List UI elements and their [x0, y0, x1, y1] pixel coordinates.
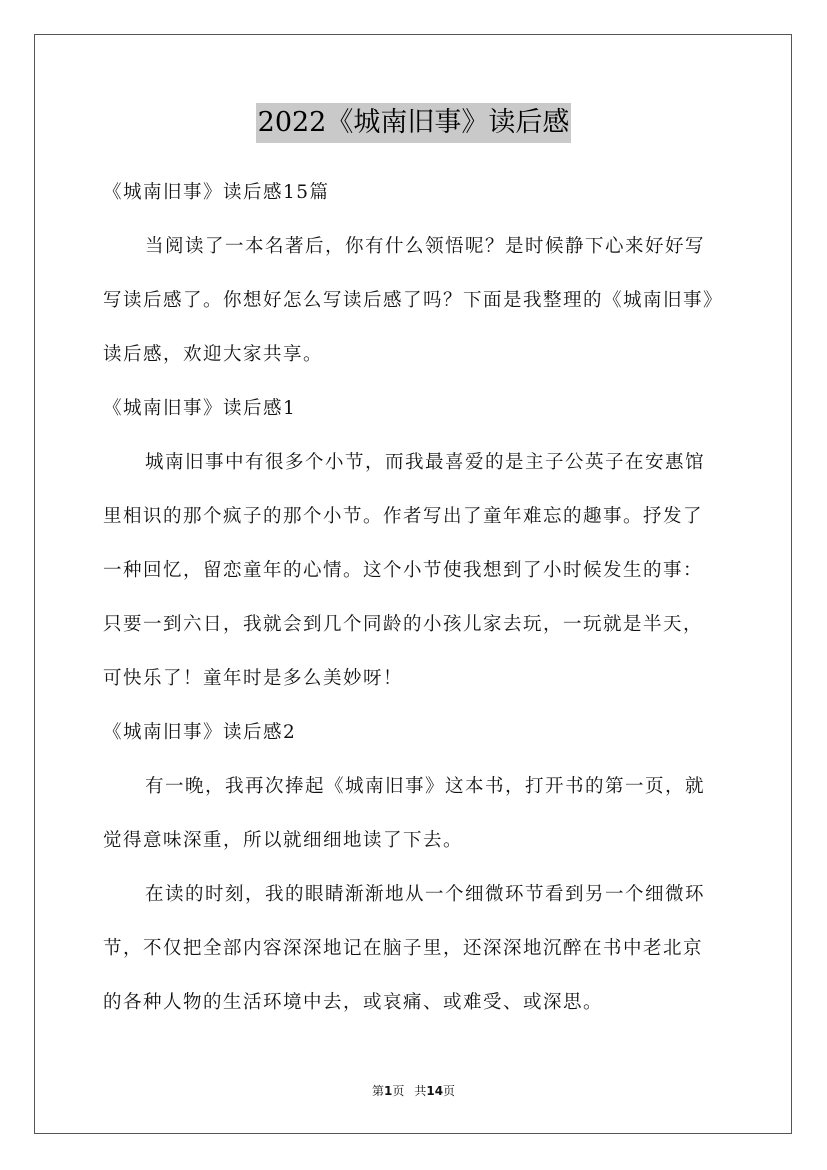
- text-line-7: 里相识的那个疯子的那个小节。作者写出了童年难忘的趣事。抒发了: [103, 506, 704, 527]
- text-line-4: 读后感，欢迎大家共享。: [103, 344, 324, 365]
- text-line-8: 一种回忆，留恋童年的心情。这个小节使我想到了小时候发生的事：: [103, 560, 704, 581]
- text-line-16: 的各种人物的生活环境中去，或哀痛、或难受、或深思。: [103, 992, 604, 1013]
- total-prefix: 共: [414, 1084, 427, 1098]
- text-line-10: 可快乐了！童年时是多么美妙呀！: [103, 668, 404, 689]
- text-line-9: 只要一到六日，我就会到几个同龄的小孩儿家去玩，一玩就是半天，: [103, 614, 704, 635]
- text-line-6: 城南旧事中有很多个小节，而我最喜爱的是主子公英子在安惠馆: [145, 452, 706, 473]
- text-line-2: 当阅读了一本名著后，你有什么领悟呢？是时候静下心来好好写: [145, 236, 706, 257]
- total-suffix: 页: [443, 1084, 456, 1098]
- document-body: [103, 170, 743, 1034]
- page-number-current: 1: [383, 1084, 393, 1098]
- text-line-5: 《城南旧事》读后感1: [103, 398, 297, 419]
- document-title: 2022《城南旧事》读后感: [256, 103, 572, 143]
- text-line-15: 节，不仅把全部内容深深地记在脑子里，还深深地沉醉在书中老北京: [103, 938, 704, 959]
- text-line-3: 写读后感了。你想好怎么写读后感了吗？下面是我整理的《城南旧事》: [103, 290, 724, 311]
- text-line-12: 有一晚，我再次捧起《城南旧事》这本书，打开书的第一页，就: [145, 776, 706, 797]
- text-line-14: 在读的时刻，我的眼睛渐渐地从一个细微环节看到另一个细微环: [145, 884, 706, 905]
- text-line-13: 觉得意味深重，所以就细细地读了下去。: [103, 830, 464, 851]
- text-line-11: 《城南旧事》读后感2: [103, 722, 297, 743]
- page-suffix: 页: [392, 1084, 405, 1098]
- document-title-wrapper: [0, 103, 827, 143]
- page-footer: [0, 1082, 827, 1099]
- page-number-total: 14: [426, 1084, 444, 1098]
- page-prefix: 第: [371, 1084, 384, 1098]
- text-line-1: 《城南旧事》读后感15篇: [103, 182, 330, 203]
